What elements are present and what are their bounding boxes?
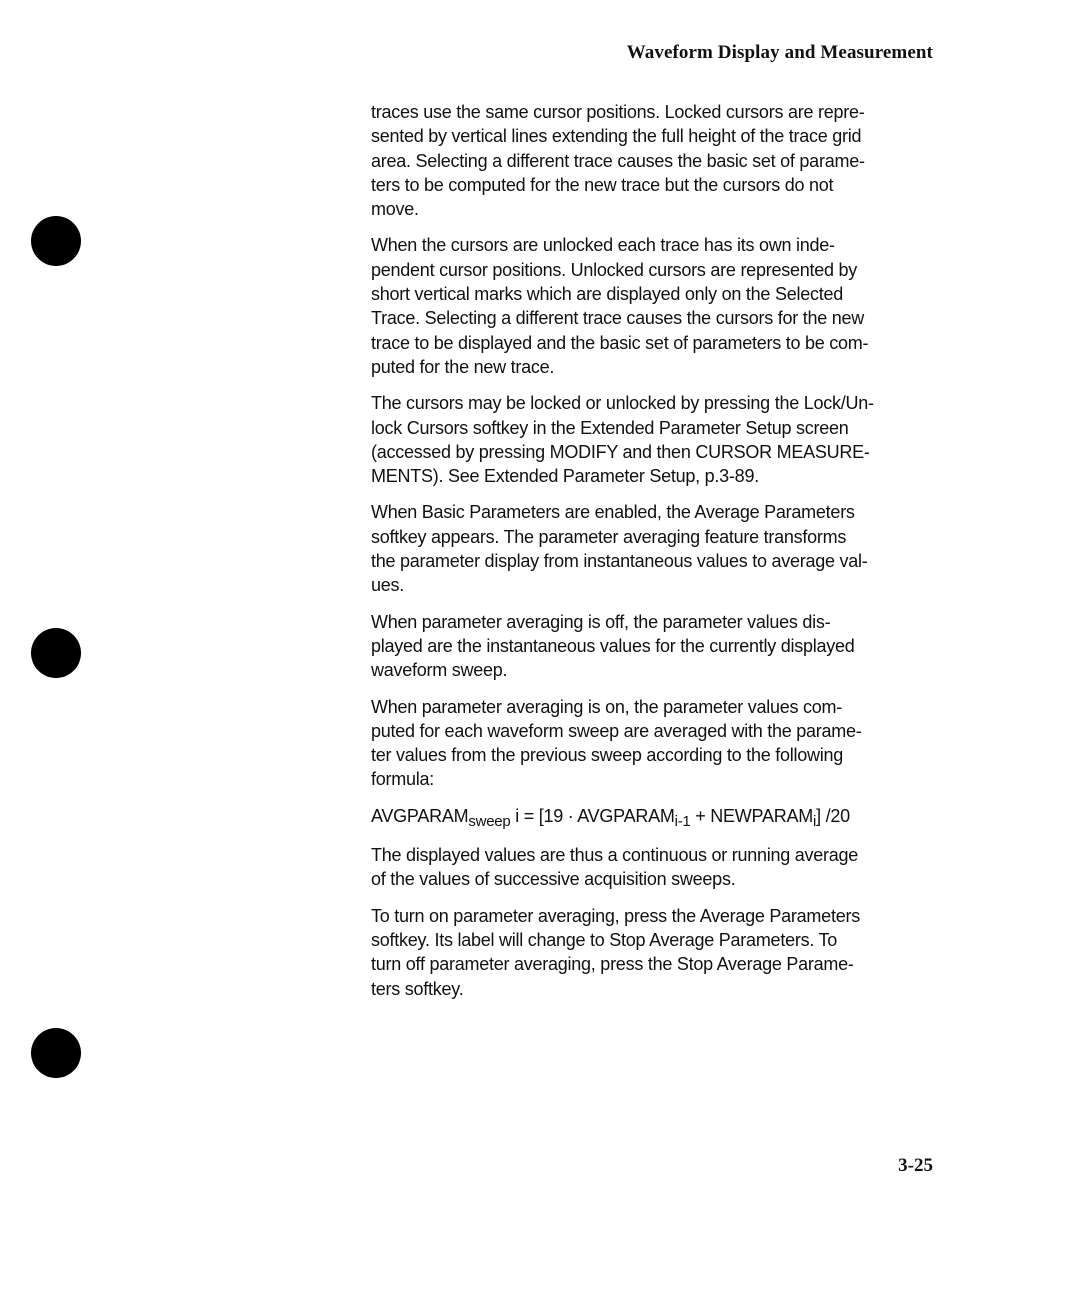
paragraph-locked-cursors: traces use the same cursor positions. Locked cursors are repre- sented by vertical lines extending the full height of the trace grid area. Selecting a different trace causes the basic set of parame- ters to be computed for the new trace but the cursors do not move. — [371, 102, 865, 220]
binder-hole-middle — [31, 628, 81, 678]
paragraph-lock-unlock: The cursors may be locked or unlocked by pressing the Lock/Un- lock Cursors softkey in the Extended Parameter Setup screen (accessed by pressing MODIFY and then CURSOR MEASURE- MENTS). See Extended Parameter Setup, p.3-89. — [371, 393, 874, 487]
paragraph-unlocked-cursors: When the cursors are unlocked each trace has its own inde- pendent cursor positions. Unlocked cursors are represented by short vertical marks which are displayed only on the Selected Trace. Selecting a different trace causes the cursors for the new trace to be displayed and the basic set of parameters to be com- puted for the new trace. — [371, 235, 869, 377]
binder-hole-top — [31, 216, 81, 266]
body-text — [371, 100, 939, 1013]
binder-hole-bottom — [31, 1028, 81, 1078]
formula-subscript: i-1 — [674, 812, 691, 830]
paragraph-basic-parameters: When Basic Parameters are enabled, the Average Parameters softkey appears. The parameter averaging feature transforms the parameter display from instantaneous values to average val- ues. — [371, 502, 868, 596]
paragraph-running-average: The displayed values are thus a continuous or running average of the values of successive acquisition sweeps. — [371, 845, 859, 890]
paragraph-turn-on-averaging: To turn on parameter averaging, press the Average Parameters softkey. Its label will change to Stop Average Parameters. To turn off parameter averaging, press the Stop Average Parame- ters softkey. — [371, 905, 860, 999]
formula-subscript: sweep — [468, 812, 511, 830]
paragraph-averaging-on: When parameter averaging is on, the parameter values com- puted for each waveform sweep are averaged with the parame- ter values from the previous sweep according to the following formula: — [371, 696, 862, 790]
formula-part: ] /20 — [816, 805, 850, 826]
paragraph-averaging-off: When parameter averaging is off, the parameter values dis- played are the instantaneous values for the currently displayed waveform sweep. — [371, 611, 855, 681]
averaging-formula — [371, 804, 939, 830]
formula-part: + NEWPARAM — [690, 805, 813, 826]
page-number: 3-25 — [898, 1155, 933, 1176]
formula-part: i = [19 · AVGPARAM — [510, 805, 675, 826]
formula-part: AVGPARAM — [371, 805, 469, 826]
running-header: Waveform Display and Measurement — [626, 42, 933, 63]
formula-subscript: i — [812, 812, 817, 830]
